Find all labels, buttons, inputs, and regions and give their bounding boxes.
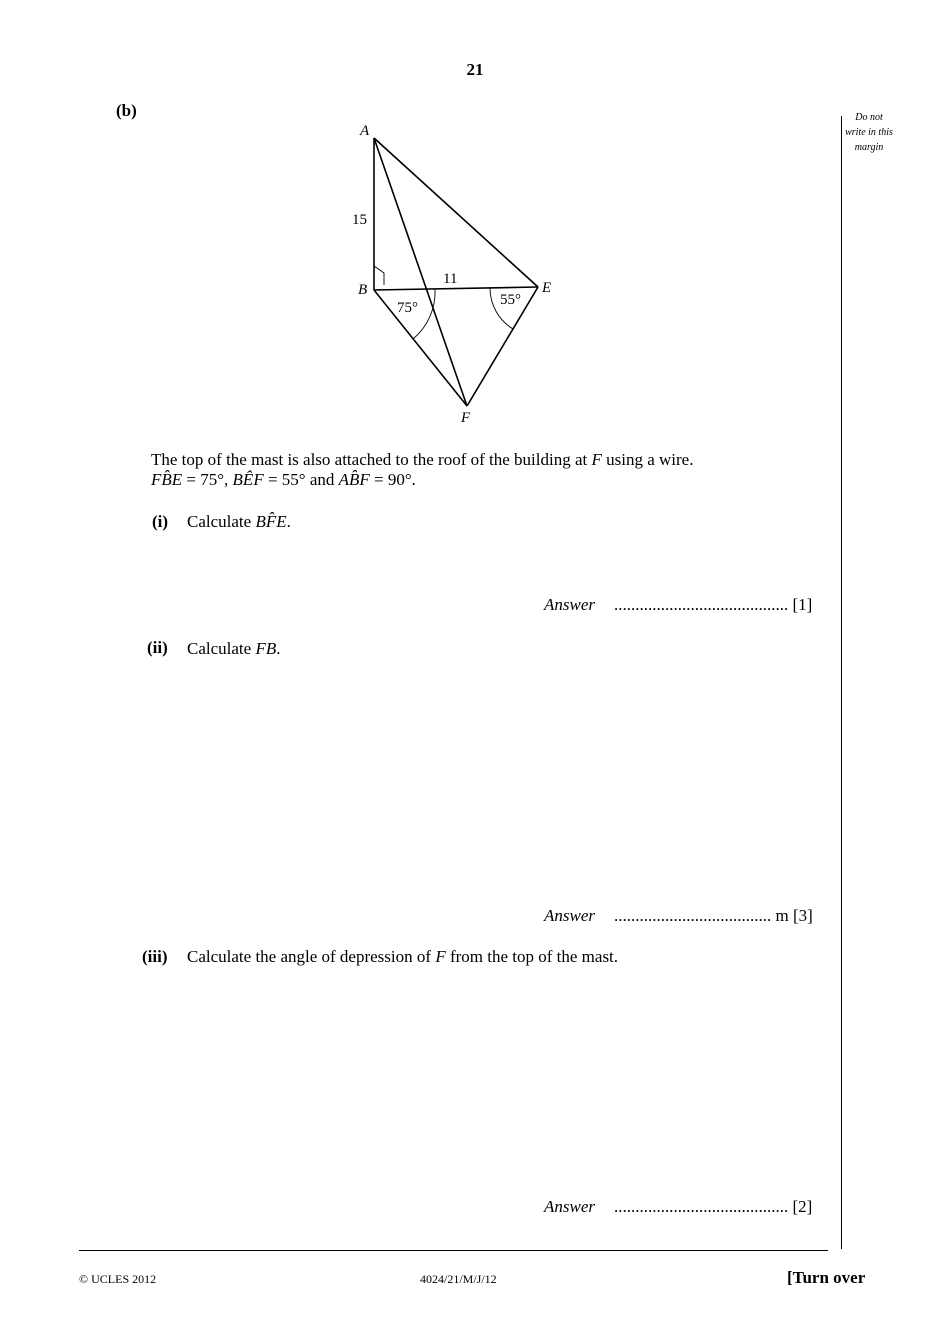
footer-rule <box>79 1250 828 1251</box>
label-f: F <box>461 410 471 426</box>
margin-note-line: Do not <box>855 112 883 123</box>
angle-label-75: 75° <box>397 300 418 316</box>
stem-line-1: The top of the mast is also attached to the roof of the building at F using a wire. <box>151 450 694 469</box>
footer-copyright: © UCLES 2012 <box>79 1272 157 1286</box>
angle-label-55: 55° <box>500 292 521 308</box>
answer-dots: ......................................... <box>614 595 789 614</box>
marks: [3] <box>792 906 813 925</box>
margin-rule <box>841 116 842 1249</box>
marks: [2] <box>792 1197 813 1216</box>
part-label: (b) <box>116 101 137 120</box>
length-ab: 15 <box>352 212 367 228</box>
length-be: 11 <box>443 271 458 287</box>
question-number: (iii) <box>142 947 168 966</box>
edge-ae <box>374 138 538 287</box>
answer-label: Answer <box>544 906 595 925</box>
footer-paper-code: 4024/21/M/J/12 <box>420 1272 497 1286</box>
label-a: A <box>360 123 370 139</box>
triangle-diagram <box>340 118 570 428</box>
answer-line[interactable] <box>544 595 812 615</box>
margin-note <box>842 110 896 155</box>
question-text: Calculate FB. <box>187 639 281 658</box>
question-text: Calculate BF̂E. <box>187 512 291 531</box>
margin-note-line: write in this <box>845 127 893 138</box>
question-text: Calculate the angle of depression of F from the top of the mast. <box>187 947 619 966</box>
answer-dots: ..................................... <box>614 906 772 925</box>
answer-line[interactable] <box>544 906 813 926</box>
answer-label: Answer <box>544 595 595 614</box>
answer-line[interactable] <box>544 1197 812 1217</box>
answer-unit: m <box>775 906 789 925</box>
right-angle-marker <box>374 266 384 285</box>
edge-be <box>374 287 538 290</box>
question-number: (i) <box>152 512 169 531</box>
label-e: E <box>542 280 552 296</box>
footer-turn-over: [Turn over <box>787 1268 866 1287</box>
stem-line-2: FB̂E = 75°, BÊF = 55° and AB̂F = 90°. <box>151 470 416 489</box>
answer-label: Answer <box>544 1197 595 1216</box>
question-stem <box>151 450 693 490</box>
edge-bf <box>374 290 467 406</box>
marks: [1] <box>792 595 813 614</box>
margin-note-line: margin <box>854 142 884 153</box>
label-b: B <box>358 282 368 298</box>
page-number: 21 <box>466 60 484 79</box>
answer-dots: ......................................... <box>614 1197 789 1216</box>
question-number: (ii) <box>147 638 168 657</box>
